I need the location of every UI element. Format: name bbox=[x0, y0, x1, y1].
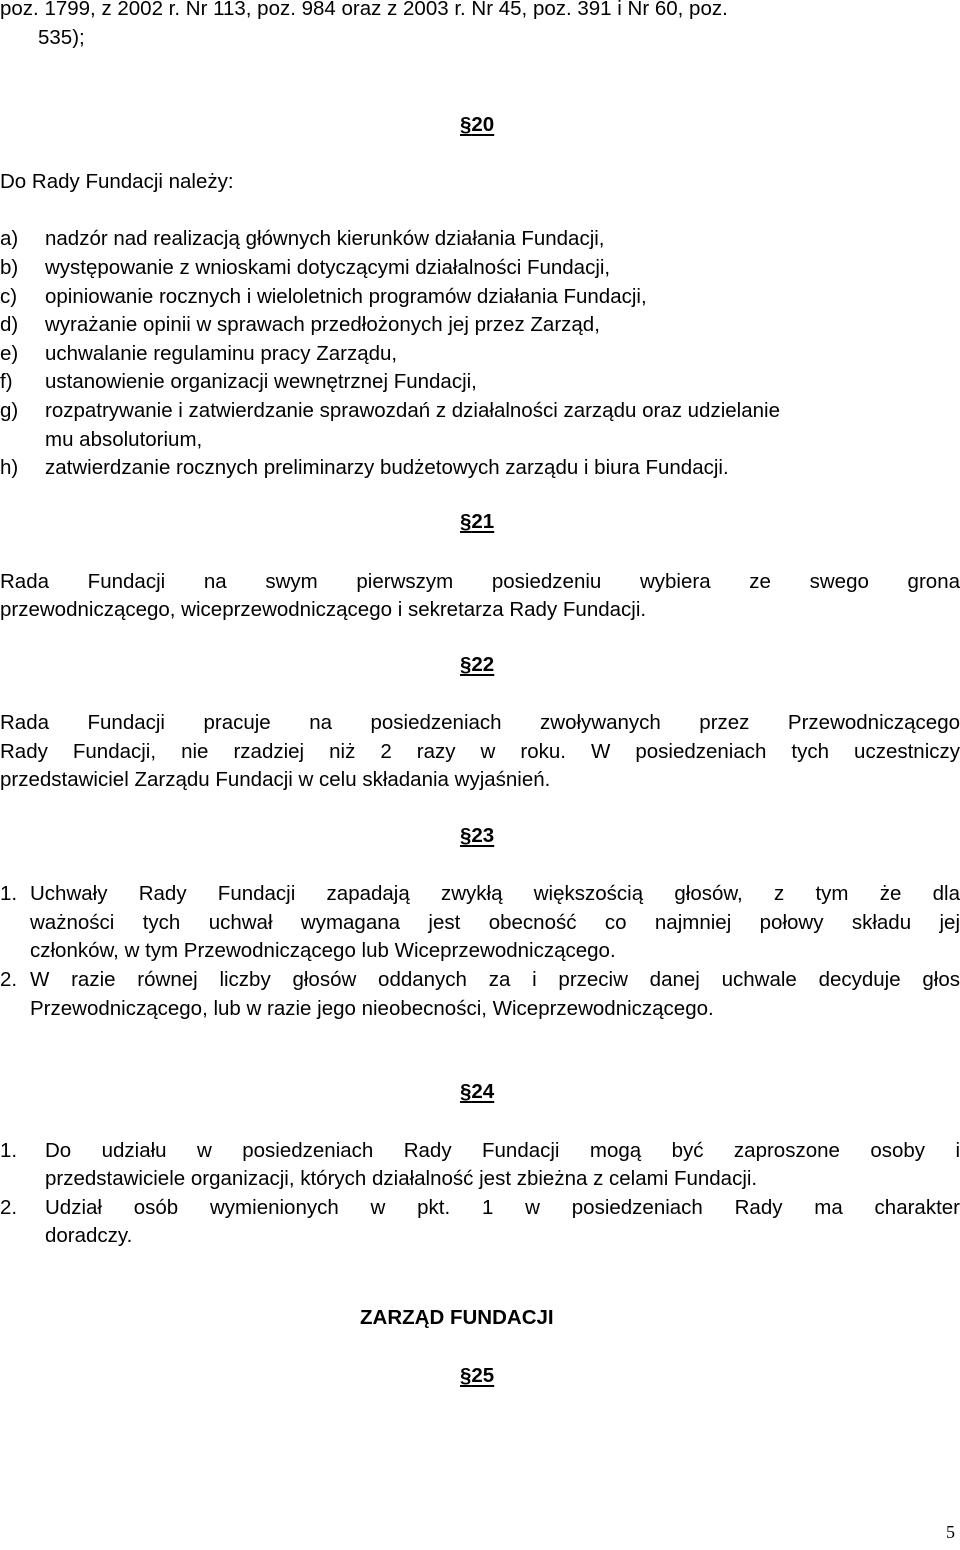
paragraph-23-point-1-line-3: członków, w tym Przewodniczącego lub Wiceprzewodniczącego. bbox=[30, 939, 616, 962]
list-item bbox=[0, 310, 960, 339]
paragraph-25-number: 25 bbox=[471, 1364, 495, 1387]
list-item-text: wyrażanie opinii w sprawach przedłożonych jej przez Zarząd, bbox=[45, 313, 600, 336]
list-item-label: c) bbox=[0, 285, 18, 308]
list-item-text: ustanowienie organizacji wewnętrznej Fundacji, bbox=[45, 370, 477, 393]
paragraph-23-point-2-label: 2. bbox=[0, 968, 18, 991]
list-item bbox=[0, 396, 960, 425]
list-item bbox=[0, 253, 960, 282]
list-item bbox=[0, 282, 960, 311]
paragraph-23-point-1-line-2: ważności tych uchwał wymagana jest obecność co najmniej połowy składu jej bbox=[30, 911, 960, 934]
list-item-label: f) bbox=[0, 370, 13, 393]
paragraph-25-heading: §25 bbox=[460, 1364, 495, 1387]
list-item-text: rozpatrywanie i zatwierdzanie sprawozdań z działalności zarządu oraz udzielanie bbox=[45, 399, 780, 422]
paragraph-22-line-3: przedstawiciel Zarządu Fundacji w celu składania wyjaśnień. bbox=[0, 768, 551, 791]
list-item-label: h) bbox=[0, 456, 19, 479]
continuation-line-1: poz. 1799, z 2002 r. Nr 113, poz. 984 oraz z 2003 r. Nr 45, poz. 391 i Nr 60, poz. bbox=[0, 0, 728, 20]
paragraph-24-point-2-line-1: Udział osób wymienionych w pkt. 1 w posiedzeniach Rady ma charakter bbox=[45, 1196, 960, 1219]
paragraph-23-point-2-line-2: Przewodniczącego, lub w razie jego nieobecności, Wiceprzewodniczącego. bbox=[30, 997, 714, 1020]
paragraph-23-point-1-line-1: Uchwały Rady Fundacji zapadają zwykłą większością głosów, z tym że dla bbox=[30, 882, 960, 905]
paragraph-21-heading: §21 bbox=[460, 510, 495, 533]
paragraph-24-point-2-label: 2. bbox=[0, 1196, 18, 1219]
list-item-label: d) bbox=[0, 313, 19, 336]
paragraph-20-intro: Do Rady Fundacji należy: bbox=[0, 170, 234, 193]
list-item-text: występowanie z wnioskami dotyczącymi działalności Fundacji, bbox=[45, 256, 611, 279]
list-item bbox=[0, 339, 960, 368]
paragraph-24-point-1-line-1: Do udziału w posiedzeniach Rady Fundacji mogą być zaproszone osoby i bbox=[45, 1139, 960, 1162]
paragraph-21-line-1: Rada Fundacji na swym pierwszym posiedzeniu wybiera ze swego grona bbox=[0, 570, 960, 593]
paragraph-22-line-1: Rada Fundacji pracuje na posiedzeniach zwoływanych przez Przewodniczącego bbox=[0, 711, 960, 734]
paragraph-22-heading: §22 bbox=[460, 653, 495, 676]
paragraph-20-number: 20 bbox=[471, 113, 495, 136]
paragraph-24-heading: §24 bbox=[460, 1080, 495, 1103]
paragraph-24-point-1-line-2: przedstawiciele organizacji, których działalność jest zbieżna z celami Fundacji. bbox=[45, 1167, 758, 1190]
list-item-continuation bbox=[0, 425, 960, 454]
page-number: 5 bbox=[946, 1522, 955, 1542]
list-item-text: nadzór nad realizacją głównych kierunków działania Fundacji, bbox=[45, 227, 605, 250]
paragraph-21-number: 21 bbox=[471, 510, 495, 533]
list-item bbox=[0, 224, 960, 253]
paragraph-24-point-1-label: 1. bbox=[0, 1139, 18, 1162]
paragraph-21-line-2: przewodniczącego, wiceprzewodniczącego i sekretarza Rady Fundacji. bbox=[0, 598, 647, 621]
list-item-text: mu absolutorium, bbox=[45, 428, 203, 451]
paragraph-23-heading: §23 bbox=[460, 824, 495, 847]
paragraph-20-heading: §20 bbox=[460, 113, 495, 136]
paragraph-24-number: 24 bbox=[471, 1080, 495, 1103]
list-item-label: e) bbox=[0, 342, 19, 365]
paragraph-23-point-1-label: 1. bbox=[0, 882, 18, 905]
list-item-label: g) bbox=[0, 399, 19, 422]
list-item bbox=[0, 367, 960, 396]
list-item-label: b) bbox=[0, 256, 19, 279]
paragraph-24-point-2-line-2: doradczy. bbox=[45, 1224, 133, 1247]
paragraph-23-number: 23 bbox=[471, 824, 495, 847]
section-title-zarzad: ZARZĄD FUNDACJI bbox=[360, 1306, 554, 1329]
list-item bbox=[0, 453, 960, 482]
list-item-label: a) bbox=[0, 227, 19, 250]
list-item-text: zatwierdzanie rocznych preliminarzy budżetowych zarządu i biura Fundacji. bbox=[45, 456, 729, 479]
list-item-text: opiniowanie rocznych i wieloletnich programów działania Fundacji, bbox=[45, 285, 647, 308]
paragraph-22-line-2: Rady Fundacji, nie rzadziej niż 2 razy w roku. W posiedzeniach tych uczestniczy bbox=[0, 740, 960, 763]
paragraph-22-number: 22 bbox=[471, 653, 495, 676]
list-item-text: uchwalanie regulaminu pracy Zarządu, bbox=[45, 342, 398, 365]
paragraph-23-point-2-line-1: W razie równej liczby głosów oddanych za i przeciw danej uchwale decyduje głos bbox=[30, 968, 960, 991]
continuation-line-2: 535); bbox=[38, 26, 85, 49]
